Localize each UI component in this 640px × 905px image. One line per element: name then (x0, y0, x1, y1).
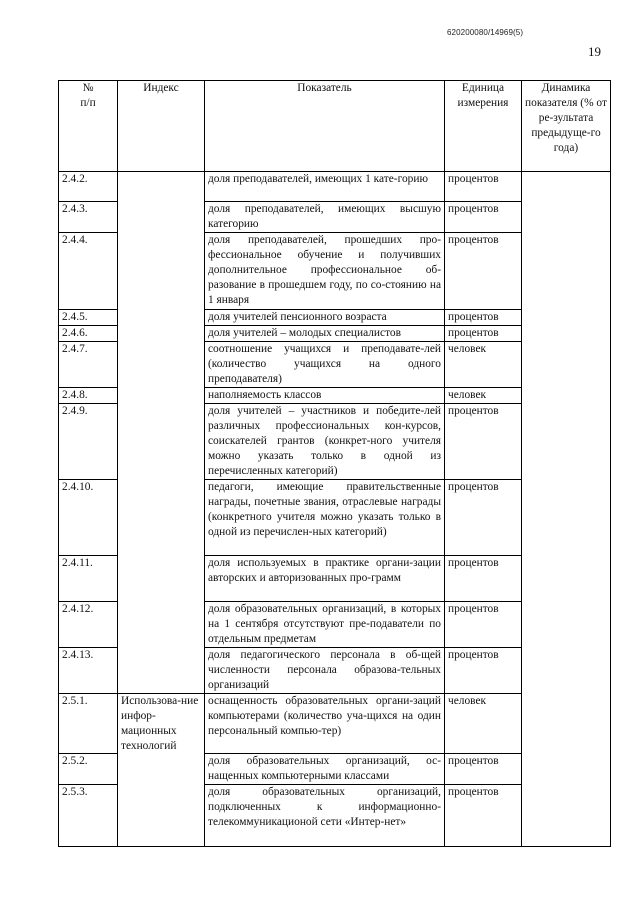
row-unit: процентов (445, 754, 522, 785)
index-cell-2-5 (118, 694, 205, 847)
dynamics-cell (522, 172, 611, 847)
row-unit: процентов (445, 404, 522, 480)
row-unit: процентов (445, 556, 522, 602)
row-indicator: наполняемость классов (205, 388, 445, 404)
row-unit: процентов (445, 326, 522, 342)
row-number: 2.5.2. (59, 754, 118, 785)
row-indicator: педагоги, имеющие правительственные награды, почетные звания, отраслевые награды (конкретного учителя можно указать только в одной из перечислен-ных категорий) (205, 480, 445, 556)
header-indicator: Показатель (205, 81, 445, 172)
table-row (59, 172, 611, 202)
row-number: 2.4.10. (59, 480, 118, 556)
row-number: 2.4.3. (59, 202, 118, 233)
indicators-table (58, 80, 611, 847)
row-unit: процентов (445, 172, 522, 202)
row-unit: человек (445, 388, 522, 404)
table-header-row (59, 81, 611, 172)
row-unit: человек (445, 694, 522, 754)
row-number: 2.4.7. (59, 342, 118, 388)
row-number: 2.4.2. (59, 172, 118, 202)
row-number: 2.4.12. (59, 602, 118, 648)
row-unit: процентов (445, 233, 522, 310)
header-unit: Единица измерения (445, 81, 522, 172)
row-unit: человек (445, 342, 522, 388)
row-indicator: доля образовательных организаций, подключенных к информационно-телекоммуникационой сети «Интер-нет» (205, 785, 445, 847)
row-number: 2.4.13. (59, 648, 118, 694)
row-indicator: доля образовательных организаций, ос-нащенных компьютерными классами (205, 754, 445, 785)
index-cell-2-4 (118, 172, 205, 694)
row-number: 2.5.1. (59, 694, 118, 754)
row-number: 2.4.5. (59, 310, 118, 326)
row-number: 2.4.4. (59, 233, 118, 310)
row-indicator: соотношение учащихся и преподавате-лей (количество учащихся на одного преподавателя) (205, 342, 445, 388)
row-indicator: доля учителей – участников и победите-лей различных профессиональных кон-курсов, соискателей грантов (конкрет-ного учителя можно указать только в одной из перечисленных категорий) (205, 404, 445, 480)
row-indicator: доля педагогического персонала в об-щей численности персонала образова-тельных организаций (205, 648, 445, 694)
row-indicator: оснащенность образовательных органи-заций компьютерами (количество уча-щихся на один персональный компью-тер) (205, 694, 445, 754)
row-unit: процентов (445, 202, 522, 233)
row-indicator: доля образовательных организаций, в которых на 1 сентября отсутствуют пре-подаватели по отдельным предметам (205, 602, 445, 648)
row-unit: процентов (445, 310, 522, 326)
row-number: 2.4.9. (59, 404, 118, 480)
document-code: 620200080/14969(5) (447, 28, 524, 37)
row-number: 2.4.11. (59, 556, 118, 602)
header-index: Индекс (118, 81, 205, 172)
row-indicator: доля преподавателей, прошедших про-фессиональное обучение и получивших дополнительное профессиональное об-разование в прошедшем году, по со-стоянию на 1 января (205, 233, 445, 310)
row-indicator: доля используемых в практике органи-зации авторских и авторизованных про-грамм (205, 556, 445, 602)
index-label: Использова-ние инфор-мационных технологий (121, 695, 199, 752)
header-num: № п/п (59, 81, 118, 172)
row-indicator: доля преподавателей, имеющих 1 кате-горию (205, 172, 445, 202)
row-number: 2.4.8. (59, 388, 118, 404)
row-indicator: доля преподавателей, имеющих высшую категорию (205, 202, 445, 233)
row-unit: процентов (445, 602, 522, 648)
row-unit: процентов (445, 480, 522, 556)
row-unit: процентов (445, 785, 522, 847)
row-indicator: доля учителей пенсионного возраста (205, 310, 445, 326)
row-number: 2.4.6. (59, 326, 118, 342)
header-dynamics: Динамика показателя (% от ре-зультата предыдуще-го года) (522, 81, 611, 172)
page-number: 19 (588, 44, 601, 59)
row-indicator: доля учителей – молодых специалистов (205, 326, 445, 342)
row-unit: процентов (445, 648, 522, 694)
row-number: 2.5.3. (59, 785, 118, 847)
